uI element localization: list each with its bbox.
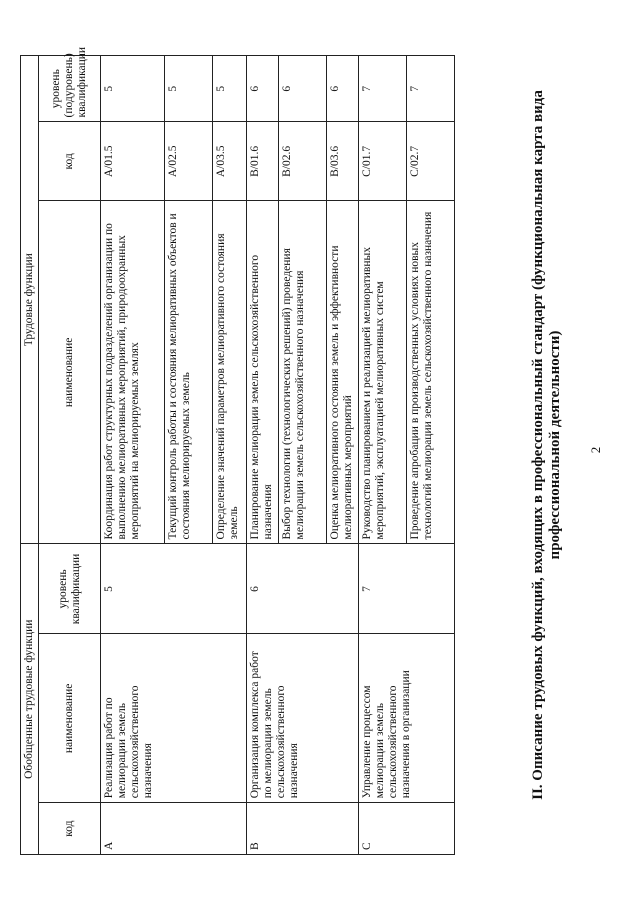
tf-name: Проведение апробации в производственных условиях новых технологий мелиорации земель сельскохозяйственного назначения <box>407 201 455 544</box>
tf-name: Руководство планированием и реализацией мелиоративных мероприятий, эксплуатацией мелиоративных систем <box>359 201 407 544</box>
tf-name: Текущий контроль работы и состояния мелиоративных объектов и состояния мелиорируемых земель <box>165 201 213 544</box>
gf-name: Реализация работ по мелиорации земель сельскохозяйственного назначения <box>101 634 247 803</box>
title-line-1: II. Описание трудовых функций, входящих в профессиональный стандарт (функциональная карта вида <box>530 90 546 800</box>
tf-level: 6 <box>247 56 279 122</box>
tf-level: 7 <box>407 56 455 122</box>
tf-level: 5 <box>213 56 247 122</box>
header-tf-name: наименование <box>39 201 101 544</box>
header-generalized-functions: Обобщенные трудовые функции <box>21 544 39 855</box>
tf-code: C/02.7 <box>407 122 455 201</box>
header-labor-functions: Трудовые функции <box>21 56 39 544</box>
table-row <box>101 56 165 855</box>
gf-level: 7 <box>359 544 455 634</box>
tf-name: Определение значений параметров мелиоративного состояния земель <box>213 201 247 544</box>
tf-name: Планирование мелиорации земель сельскохозяйственного назначения <box>247 201 279 544</box>
tf-code: B/01.6 <box>247 122 279 201</box>
tf-name: Выбор технологии (технологических решений) проведения мелиорации земель сельскохозяйственного назначения <box>279 201 327 544</box>
tf-level: 5 <box>165 56 213 122</box>
tf-code: A/01.5 <box>101 122 165 201</box>
header-tf-code: код <box>39 122 101 201</box>
header-tf-level: уровень (подуровень) квалификации <box>39 56 101 122</box>
header-code: код <box>39 803 101 855</box>
table-row <box>359 56 407 855</box>
tf-level: 5 <box>101 56 165 122</box>
title-line-2: профессиональной деятельности) <box>547 330 563 560</box>
gf-level: 6 <box>247 544 359 634</box>
tf-name: Оценка мелиоративного состояния земель и эффективности мелиоративных мероприятий <box>327 201 359 544</box>
tf-code: C/01.7 <box>359 122 407 201</box>
header-level: уровень квалификации <box>39 544 101 634</box>
gf-name: Организация комплекса работ по мелиорации земель сельскохозяйственного назначения <box>247 634 359 803</box>
page-number: 2 <box>588 446 603 454</box>
tf-code: A/03.5 <box>213 122 247 201</box>
gf-code: C <box>359 803 455 855</box>
tf-level: 6 <box>327 56 359 122</box>
section-title <box>530 75 564 815</box>
gf-code: A <box>101 803 247 855</box>
table-row <box>247 56 279 855</box>
tf-level: 6 <box>279 56 327 122</box>
header-name: наименование <box>39 634 101 803</box>
tf-level: 7 <box>359 56 407 122</box>
tf-code: B/02.6 <box>279 122 327 201</box>
tf-code: A/02.5 <box>165 122 213 201</box>
functional-map-table <box>20 46 455 855</box>
gf-level: 5 <box>101 544 247 634</box>
gf-name: Управление процессом мелиорации земель сельскохозяйственного назначения в организации <box>359 634 455 803</box>
gf-code: B <box>247 803 359 855</box>
tf-code: B/03.6 <box>327 122 359 201</box>
tf-name: Координация работ структурных подразделений организации по выполнению мелиоративных мероприятий, природоохранных мероприятий на мелиорируемых землях <box>101 201 165 544</box>
